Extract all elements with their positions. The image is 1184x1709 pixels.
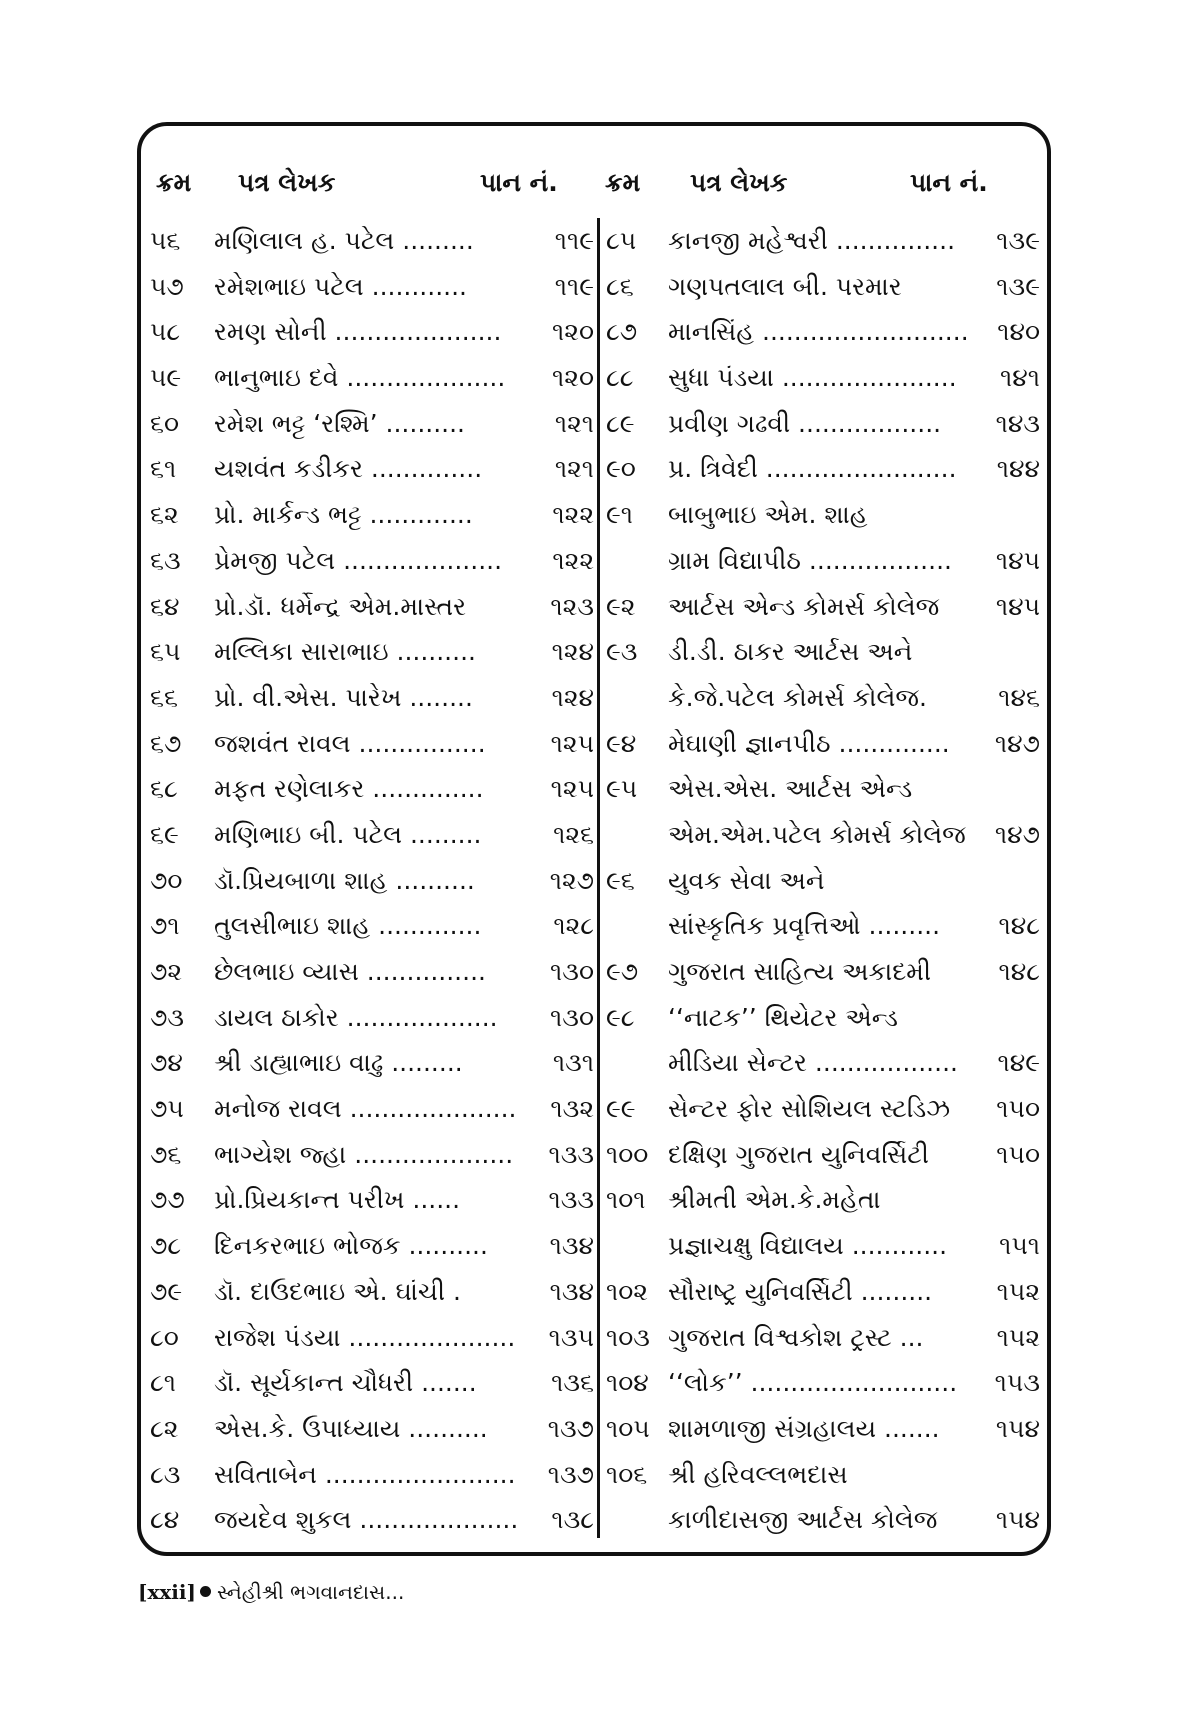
entry-author: ગ્રામ વિદ્યાપીઠ .................. bbox=[668, 545, 952, 575]
table-row bbox=[150, 858, 594, 904]
entry-author: રમણ સોની ..................... bbox=[214, 317, 502, 347]
entry-number: ૯૪ bbox=[606, 728, 637, 758]
entry-number: ૧૦૪ bbox=[606, 1368, 649, 1398]
header-left-author: પત્ર લેખક bbox=[238, 168, 336, 197]
table-row bbox=[600, 355, 1040, 401]
table-row bbox=[600, 721, 1040, 767]
entry-author: યુવક સેવા અને bbox=[668, 865, 825, 895]
entry-page: ૧૫૨ bbox=[996, 1322, 1040, 1352]
table-row bbox=[600, 949, 1040, 995]
table-row bbox=[600, 309, 1040, 355]
entry-author: કાનજી મહેશ્વરી ............... bbox=[668, 226, 956, 255]
entry-page: ૧૨૧ bbox=[554, 454, 594, 484]
entry-author: ભાનુભાઇ દવે .................... bbox=[214, 363, 506, 393]
entry-page: ૧૫૪ bbox=[995, 1413, 1040, 1443]
table-row bbox=[600, 492, 1040, 538]
table-row bbox=[150, 1132, 594, 1178]
entry-author: રાજેશ પંડયા ..................... bbox=[214, 1322, 516, 1352]
entry-author: જયદેવ શુકલ .................... bbox=[214, 1505, 519, 1535]
table-row bbox=[150, 675, 594, 721]
entry-page: ૧૩૪ bbox=[549, 1276, 594, 1306]
entry-number: ૭૭ bbox=[150, 1185, 185, 1215]
entry-page: ૧૪૫ bbox=[995, 591, 1040, 621]
entry-author: સેન્ટર ફોર સોશિયલ સ્ટડિઝ bbox=[668, 1094, 951, 1124]
entry-number: ૧૦૧ bbox=[606, 1185, 646, 1215]
entry-number: ૮૧ bbox=[150, 1368, 177, 1398]
entry-number: ૮૩ bbox=[150, 1459, 181, 1489]
entry-page: ૧૪૦ bbox=[997, 317, 1040, 347]
right-column bbox=[600, 218, 1040, 1543]
entry-page: ૧૩૩ bbox=[548, 1185, 594, 1215]
entry-author: ડૉ. દાઉદભાઇ એ. ઘાંચી . bbox=[214, 1276, 461, 1306]
table-row bbox=[600, 1497, 1040, 1543]
entry-author: બાબુભાઇ એમ. શાહ bbox=[668, 500, 868, 530]
table-row bbox=[600, 858, 1040, 904]
entry-number: ૯૮ bbox=[606, 1002, 635, 1032]
bullet-icon bbox=[200, 1586, 211, 1597]
entry-page: ૧૪૧ bbox=[999, 363, 1040, 393]
entry-number: ૫૮ bbox=[150, 317, 181, 347]
entry-page: ૧૫૦ bbox=[996, 1139, 1040, 1169]
entry-author: પ્રો.ડૉ. ધર્મેન્દ્ર એમ.માસ્તર bbox=[214, 591, 467, 621]
footer-page-number: [xxii] bbox=[138, 1580, 196, 1604]
table-row bbox=[150, 309, 594, 355]
entry-page: ૧૨૪ bbox=[551, 637, 594, 667]
table-row bbox=[150, 401, 594, 447]
entry-author: દક્ષિણ ગુજરાત યુનિવર્સિટી bbox=[668, 1139, 929, 1169]
entry-page: ૧૨૫ bbox=[550, 774, 594, 804]
table-row bbox=[600, 1040, 1040, 1086]
entry-page: ૧૨૧ bbox=[554, 408, 594, 438]
header-right-author: પત્ર લેખક bbox=[690, 168, 788, 197]
entry-author: મફત રણેલાકર .............. bbox=[214, 774, 484, 804]
table-row bbox=[150, 1223, 594, 1269]
entry-number: ૧૦૬ bbox=[606, 1459, 648, 1489]
table-row bbox=[600, 1223, 1040, 1269]
entry-author: પ્રો. વી.એસ. પારેખ ........ bbox=[214, 682, 473, 712]
entry-author: શ્રીમતી એમ.કે.મહેતા bbox=[668, 1185, 881, 1215]
entry-author: ગણપતલાલ બી. પરમાર bbox=[668, 271, 902, 301]
entry-number: ૬૮ bbox=[150, 774, 178, 804]
table-row bbox=[150, 766, 594, 812]
table-row bbox=[600, 1086, 1040, 1132]
entry-number: ૯૯ bbox=[606, 1094, 636, 1124]
entry-number: ૫૬ bbox=[150, 226, 181, 255]
entry-page: ૧૨૫ bbox=[550, 728, 594, 758]
entry-page: ૧૨૭ bbox=[549, 865, 594, 895]
table-row bbox=[150, 584, 594, 630]
entry-page: ૧૪૪ bbox=[996, 454, 1040, 484]
entry-author: સવિતાબેન ........................ bbox=[214, 1459, 516, 1489]
footer-title: સ્નેહીશ્રી ભગવાનદાસ... bbox=[216, 1580, 405, 1604]
entry-number: ૭૮ bbox=[150, 1231, 182, 1261]
table-row bbox=[600, 1315, 1040, 1361]
entry-author: પ્રજ્ઞાચક્ષુ વિદ્યાલય ............ bbox=[668, 1231, 948, 1261]
entry-number: ૬૪ bbox=[150, 591, 180, 621]
entry-number: ૭૪ bbox=[150, 1048, 183, 1078]
entry-author: સાંસ્કૃતિક પ્રવૃત્તિઓ ......... bbox=[668, 911, 941, 941]
table-row bbox=[600, 766, 1040, 812]
entry-number: ૮૦ bbox=[150, 1322, 179, 1352]
table-row bbox=[150, 1040, 594, 1086]
entry-page: ૧૩૯ bbox=[996, 226, 1040, 255]
entry-author: એસ.એસ. આર્ટસ એન્ડ bbox=[668, 774, 913, 804]
table-row bbox=[150, 812, 594, 858]
entry-number: ૮૪ bbox=[150, 1505, 180, 1535]
table-row bbox=[150, 492, 594, 538]
header-left-num: ક્રમ bbox=[156, 168, 192, 197]
entry-page: ૧૨૦ bbox=[552, 363, 594, 393]
entry-author: શામળાજી સંગ્રહાલય ....... bbox=[668, 1413, 940, 1443]
entry-page: ૧૨૩ bbox=[550, 591, 594, 621]
table-row bbox=[150, 1269, 594, 1315]
entry-number: ૧૦૦ bbox=[606, 1139, 649, 1169]
entry-author: કે.જે.પટેલ કોમર્સ કોલેજ. bbox=[668, 682, 927, 712]
entry-number: ૯૨ bbox=[606, 591, 636, 621]
entry-page: ૧૩૪ bbox=[549, 1231, 594, 1261]
entry-number: ૬૩ bbox=[150, 545, 181, 575]
entry-number: ૭૯ bbox=[150, 1276, 183, 1306]
entry-author: તુલસીભાઇ શાહ ............. bbox=[214, 911, 482, 941]
entry-number: ૭૩ bbox=[150, 1002, 185, 1032]
entry-author: એસ.કે. ઉપાધ્યાય .......... bbox=[214, 1413, 488, 1443]
entry-page: ૧૩૦ bbox=[550, 957, 594, 986]
table-row bbox=[150, 538, 594, 584]
entry-number: ૯૬ bbox=[606, 865, 635, 895]
table-row bbox=[600, 446, 1040, 492]
entry-number: ૮૭ bbox=[606, 317, 638, 347]
entry-author: જશવંત રાવલ ................ bbox=[214, 728, 486, 758]
entry-author: છેલભાઇ વ્યાસ ............... bbox=[214, 957, 486, 986]
table-row bbox=[150, 949, 594, 995]
entry-page: ૧૩૫ bbox=[548, 1322, 594, 1352]
left-column bbox=[150, 218, 594, 1543]
table-row bbox=[150, 1406, 594, 1452]
entry-number: ૧૦૫ bbox=[606, 1413, 650, 1443]
entry-number: ૯૭ bbox=[606, 957, 639, 986]
table-row bbox=[600, 1360, 1040, 1406]
table-row bbox=[150, 629, 594, 675]
entry-page: ૧૨૦ bbox=[552, 317, 594, 347]
entry-page: ૧૩૯ bbox=[996, 271, 1040, 301]
entry-author: ભાગ્યેશ જ્હા .................... bbox=[214, 1139, 514, 1169]
table-row bbox=[600, 995, 1040, 1041]
table-row bbox=[150, 264, 594, 310]
table-row bbox=[600, 675, 1040, 721]
entry-author: માનસિંહ .......................... bbox=[668, 317, 969, 347]
entry-author: પ્રો. માર્કન્ડ ભટ્ટ ............. bbox=[214, 500, 473, 530]
entry-number: ૧૦૩ bbox=[606, 1322, 650, 1352]
entry-number: ૮૨ bbox=[150, 1413, 179, 1443]
entry-page: ૧૩૬ bbox=[551, 1368, 594, 1398]
entry-page: ૧૨૪ bbox=[551, 682, 594, 712]
header-right-page: પાન નં. bbox=[910, 168, 988, 197]
entry-number: ૯૩ bbox=[606, 637, 638, 667]
entry-number: ૬૧ bbox=[150, 454, 177, 484]
entry-page: ૧૩૦ bbox=[550, 1002, 594, 1032]
table-row bbox=[150, 1315, 594, 1361]
entry-page: ૧૧૯ bbox=[554, 271, 594, 301]
table-row bbox=[600, 218, 1040, 264]
entry-author: મનોજ રાવલ ..................... bbox=[214, 1094, 517, 1124]
table-row bbox=[600, 538, 1040, 584]
entry-number: ૯૫ bbox=[606, 774, 638, 804]
table-row bbox=[600, 1269, 1040, 1315]
entry-page: ૧૪૮ bbox=[998, 957, 1040, 986]
entry-number: ૯૦ bbox=[606, 454, 636, 484]
entry-number: ૮૬ bbox=[606, 271, 634, 301]
entry-author: એમ.એમ.પટેલ કોમર્સ કોલેજ bbox=[668, 819, 966, 849]
entry-page: ૧૩૭ bbox=[547, 1413, 594, 1443]
entry-author: યશવંત કડીકર .............. bbox=[214, 454, 483, 484]
entry-number: ૫૯ bbox=[150, 363, 182, 393]
table-row bbox=[600, 264, 1040, 310]
entry-number: ૬૭ bbox=[150, 728, 182, 758]
table-row bbox=[600, 1132, 1040, 1178]
entry-page: ૧૩૧ bbox=[552, 1048, 594, 1078]
entry-number: ૬૫ bbox=[150, 637, 181, 667]
page-footer bbox=[138, 1580, 404, 1604]
table-row bbox=[600, 401, 1040, 447]
header-right-num: ક્રમ bbox=[605, 168, 641, 197]
entry-author: શ્રી ડાહ્યાભાઇ વાઢુ ......... bbox=[214, 1048, 463, 1078]
entry-author: પ્રેમજી પટેલ .................... bbox=[214, 545, 503, 575]
entry-author: ગુજરાત વિશ્વકોશ ટ્રસ્ટ ... bbox=[668, 1322, 924, 1352]
entry-number: ૭૨ bbox=[150, 957, 183, 986]
entry-author: રમેશ ભટ્ટ ‘રશ્મિ’ .......... bbox=[214, 408, 466, 438]
entry-number: ૬૦ bbox=[150, 408, 180, 438]
entry-author: સુધા પંડયા ...................... bbox=[668, 363, 957, 393]
entry-number: ૭૫ bbox=[150, 1094, 184, 1124]
entry-number: ૭૦ bbox=[150, 865, 183, 895]
entry-page: ૧૪૭ bbox=[994, 728, 1040, 758]
table-row bbox=[600, 1406, 1040, 1452]
table-row bbox=[600, 1177, 1040, 1223]
entry-author: દિનકરભાઇ ભોજક .......... bbox=[214, 1231, 488, 1261]
entry-page: ૧૫૨ bbox=[996, 1276, 1040, 1306]
entry-author: મણિલાલ હ. પટેલ ......... bbox=[214, 226, 474, 255]
entry-page: ૧૨૬ bbox=[553, 819, 594, 849]
table-header bbox=[150, 168, 1050, 208]
table-row bbox=[150, 1360, 594, 1406]
entry-number: ૯૧ bbox=[606, 500, 634, 530]
entry-page: ૧૪૯ bbox=[997, 1048, 1040, 1078]
entry-page: ૧૪૫ bbox=[995, 545, 1040, 575]
entry-page: ૧૩૨ bbox=[550, 1094, 594, 1124]
entry-number: ૮૯ bbox=[606, 408, 635, 438]
table-row bbox=[150, 1452, 594, 1498]
entry-page: ૧૫૧ bbox=[999, 1231, 1040, 1261]
entry-author: ‘‘નાટક’’ થિયેટર એન્ડ bbox=[668, 1002, 899, 1032]
entry-page: ૧૪૭ bbox=[994, 819, 1040, 849]
table-row bbox=[600, 1452, 1040, 1498]
table-row bbox=[150, 355, 594, 401]
entry-author: આર્ટસ એન્ડ કોમર્સ કોલેજ bbox=[668, 591, 940, 621]
table-row bbox=[150, 1086, 594, 1132]
entry-page: ૧૪૩ bbox=[995, 408, 1040, 438]
table-row bbox=[600, 812, 1040, 858]
header-left-page: પાન નં. bbox=[480, 168, 558, 197]
table-row bbox=[600, 903, 1040, 949]
entry-page: ૧૩૭ bbox=[547, 1459, 594, 1489]
entry-author: સૌરાષ્ટ્ર યુનિવર્સિટી ......... bbox=[668, 1276, 933, 1306]
entry-page: ૧૧૯ bbox=[554, 226, 594, 255]
entry-number: ૬૬ bbox=[150, 682, 179, 712]
entry-number: ૭૬ bbox=[150, 1139, 182, 1169]
entry-author: મણિભાઇ બી. પટેલ ......... bbox=[214, 819, 482, 849]
entry-page: ૧૪૮ bbox=[998, 911, 1040, 941]
entry-number: ૮૫ bbox=[606, 226, 637, 255]
entry-page: ૧૨૮ bbox=[553, 911, 594, 941]
entry-number: ૭૧ bbox=[150, 911, 180, 941]
entry-author: ડૉ. સૂર્યકાન્ત ચૌધરી ....... bbox=[214, 1368, 477, 1398]
entry-page: ૧૨૨ bbox=[552, 500, 594, 530]
entry-author: પ્ર. ત્રિવેદી ........................ bbox=[668, 454, 957, 484]
entry-page: ૧૫૪ bbox=[995, 1505, 1040, 1535]
entry-page: ૧૫૦ bbox=[996, 1094, 1040, 1124]
entry-author: પ્રો.પ્રિયકાન્ત પરીખ ...... bbox=[214, 1185, 461, 1215]
table-row bbox=[150, 1177, 594, 1223]
entry-page: ૧૨૨ bbox=[552, 545, 594, 575]
table-row bbox=[150, 995, 594, 1041]
entry-author: રમેશભાઇ પટેલ ............ bbox=[214, 271, 467, 301]
entry-author: ‘‘લોક’’ .......................... bbox=[668, 1368, 958, 1398]
entry-number: ૧૦૨ bbox=[606, 1276, 648, 1306]
entry-page: ૧૫૩ bbox=[994, 1368, 1040, 1398]
entry-number: ૫૭ bbox=[150, 271, 184, 301]
entry-number: ૬૯ bbox=[150, 819, 179, 849]
table-row bbox=[150, 1497, 594, 1543]
entry-page: ૧૩૮ bbox=[551, 1505, 594, 1535]
table-row bbox=[150, 721, 594, 767]
table-row bbox=[150, 903, 594, 949]
entry-author: ડી.ડી. ઠાકર આર્ટસ અને bbox=[668, 637, 913, 667]
entry-author: પ્રવીણ ગઢવી .................. bbox=[668, 408, 942, 438]
entry-author: ગુજરાત સાહિત્ય અકાદમી bbox=[668, 957, 932, 986]
entry-page: ૧૩૩ bbox=[548, 1139, 594, 1169]
table-row bbox=[150, 218, 594, 264]
entry-page: ૧૪૬ bbox=[998, 682, 1040, 712]
entry-number: ૮૮ bbox=[606, 363, 634, 393]
entry-author: ડાયલ ઠાકોર ................... bbox=[214, 1002, 498, 1032]
table-row bbox=[150, 446, 594, 492]
entry-author: શ્રી હરિવલ્લભદાસ bbox=[668, 1459, 848, 1489]
entry-author: મલ્લિકા સારાભાઇ .......... bbox=[214, 637, 476, 667]
entry-author: મીડિયા સેન્ટર .................. bbox=[668, 1048, 958, 1078]
table-row bbox=[600, 629, 1040, 675]
table-row bbox=[600, 584, 1040, 630]
entry-author: ડૉ.પ્રિયબાળા શાહ .......... bbox=[214, 865, 475, 895]
entry-author: કાળીદાસજી આર્ટસ કોલેજ bbox=[668, 1505, 938, 1535]
entry-number: ૬૨ bbox=[150, 500, 179, 530]
entry-author: મેઘાણી જ્ઞાનપીઠ .............. bbox=[668, 728, 950, 758]
